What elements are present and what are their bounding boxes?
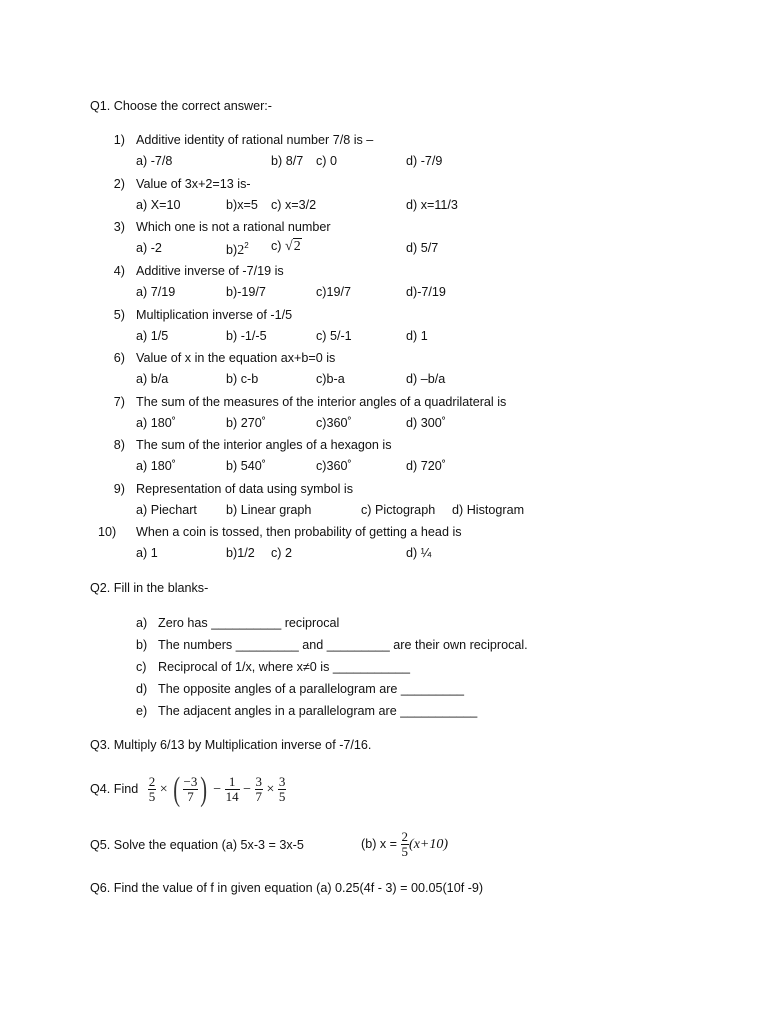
question-text: Which one is not a rational number: [136, 220, 331, 234]
blank-item-letter: e): [136, 704, 148, 718]
q2-heading: Q2. Fill in the blanks-: [90, 581, 209, 595]
option-c: c) 5/-1: [316, 329, 352, 343]
option-b: b) -1/-5: [226, 329, 267, 343]
option-d: d) -7/9: [406, 154, 443, 168]
option-d: d) ¼: [406, 546, 432, 560]
option-a: a) 7/19: [136, 285, 176, 299]
blank-item-letter: d): [136, 682, 148, 696]
question-text: Multiplication inverse of -1/5: [136, 308, 293, 322]
question-text: Value of x in the equation ax+b=0 is: [136, 351, 336, 365]
option-a: a) -2: [136, 241, 162, 255]
denominator: 14: [225, 789, 239, 805]
option-d: d) 5/7: [406, 241, 439, 255]
square-root-icon: √2: [285, 239, 301, 254]
option-label: b): [226, 243, 238, 257]
question-number: 1): [113, 133, 125, 147]
question-number: 3): [113, 220, 125, 234]
q5-text-a: Q5. Solve the equation (a) 5x-3 = 3x-5: [90, 838, 304, 852]
option-c: c) Pictograph: [361, 503, 436, 517]
power-exponent: 2: [244, 241, 249, 250]
denominator: 7: [187, 789, 194, 805]
option-a: a) b/a: [136, 372, 169, 386]
option-d: d) Histogram: [452, 503, 525, 517]
option-c: c)360˚: [316, 416, 352, 430]
q5-expression: (x+10): [409, 837, 449, 852]
minus-sign: −: [243, 782, 252, 797]
blank-item-text: Reciprocal of 1/x, where x≠0 is ___________: [158, 660, 410, 674]
question-text: Representation of data using symbol is: [136, 482, 354, 496]
left-paren: (: [173, 770, 181, 808]
question-text: When a coin is tossed, then probability of getting a head is: [136, 525, 462, 539]
right-paren: ): [200, 770, 208, 808]
blank-item-text: The opposite angles of a parallelogram are _________: [158, 682, 464, 696]
fraction: [225, 775, 240, 804]
question-text: Additive inverse of -7/19 is: [136, 264, 284, 278]
q6-text: Q6. Find the value of f in given equation (a) 0.25(4f - 3) = 00.05(10f -9): [90, 881, 484, 895]
question-number: 9): [113, 482, 125, 496]
q4-label: Q4. Find: [90, 782, 139, 796]
option-d: d) 300˚: [406, 416, 446, 430]
q1-heading: Q1. Choose the correct answer:-: [90, 99, 272, 113]
option-c: c) 2: [271, 546, 292, 560]
blank-item-letter: b): [136, 638, 148, 652]
question-number: 4): [113, 264, 125, 278]
question-number: 2): [113, 177, 125, 191]
option-label: c): [271, 239, 282, 253]
q5-part-b: [361, 826, 448, 863]
question-text: Value of 3x+2=13 is-: [136, 177, 251, 191]
numerator: −3: [183, 774, 198, 790]
numerator: 3: [255, 774, 263, 790]
q3-text: Q3. Multiply 6/13 by Multiplication inverse of -7/16.: [90, 738, 372, 752]
option-b: b) 540˚: [226, 459, 266, 473]
numerator: 1: [225, 775, 240, 790]
question-text: Additive identity of rational number 7/8 is –: [136, 133, 374, 147]
option-a: a) 1: [136, 546, 158, 560]
question-text: The sum of the measures of the interior angles of a quadrilateral is: [136, 395, 507, 409]
option-c: c) 0: [316, 154, 337, 168]
blank-item-text: The adjacent angles in a parallelogram are ___________: [158, 704, 478, 718]
option-a: a) 180˚: [136, 416, 176, 430]
question-text: The sum of the interior angles of a hexagon is: [136, 438, 392, 452]
blank-item-text: The numbers _________ and _________ are their own reciprocal.: [158, 638, 528, 652]
option-d: d) 720˚: [406, 459, 446, 473]
option-c: c)19/7: [316, 285, 352, 299]
blank-item-letter: c): [136, 660, 147, 674]
denominator: 5: [278, 789, 286, 805]
option-b: b) Linear graph: [226, 503, 312, 517]
fraction: [183, 775, 199, 804]
option-d: d) x=11/3: [406, 198, 458, 212]
option-b: b)-19/7: [226, 285, 266, 299]
question-number: 5): [113, 308, 125, 322]
fraction: [401, 830, 410, 859]
option-a: a) 180˚: [136, 459, 176, 473]
option-b: b)1/2: [226, 546, 255, 560]
option-a: a) Piechart: [136, 503, 197, 517]
option-a: a) 1/5: [136, 329, 169, 343]
option-a: a) X=10: [136, 198, 181, 212]
blank-item-text: Zero has __________ reciprocal: [158, 616, 340, 630]
option-c: c) x=3/2: [271, 198, 317, 212]
question-number: 6): [113, 351, 125, 365]
option-b: b) c-b: [226, 372, 259, 386]
fraction: [255, 775, 264, 804]
denominator: 5: [148, 789, 156, 805]
option-c: c)360˚: [316, 459, 352, 473]
option-b: b) 8/7: [271, 154, 304, 168]
option-b: b) 270˚: [226, 416, 266, 430]
question-number: 7): [113, 395, 125, 409]
minus-sign: −: [213, 782, 222, 797]
denominator: 7: [255, 789, 263, 805]
option-d: d) 1: [406, 329, 428, 343]
times-sign: ×: [266, 782, 275, 797]
q4-expression: [90, 770, 286, 810]
option-a: a) -7/8: [136, 154, 173, 168]
option-c: [271, 238, 302, 255]
numerator: 2: [401, 829, 409, 845]
denominator: 5: [401, 844, 409, 860]
power-base: 2: [237, 243, 245, 258]
option-b: b)x=5: [226, 198, 258, 212]
option-c: c)b-a: [316, 372, 345, 386]
q5-label-b: (b) x =: [361, 837, 398, 851]
times-sign: ×: [159, 782, 168, 797]
radicand: 2: [293, 239, 301, 254]
option-d: d)-7/19: [406, 285, 446, 299]
fraction: [278, 775, 287, 804]
option-d: d) –b/a: [406, 372, 446, 386]
numerator: 2: [148, 774, 156, 790]
numerator: 3: [278, 774, 286, 790]
option-b: [226, 238, 249, 259]
question-number: 10): [98, 525, 117, 539]
fraction: [148, 775, 157, 804]
blank-item-letter: a): [136, 616, 148, 630]
question-number: 8): [113, 438, 125, 452]
